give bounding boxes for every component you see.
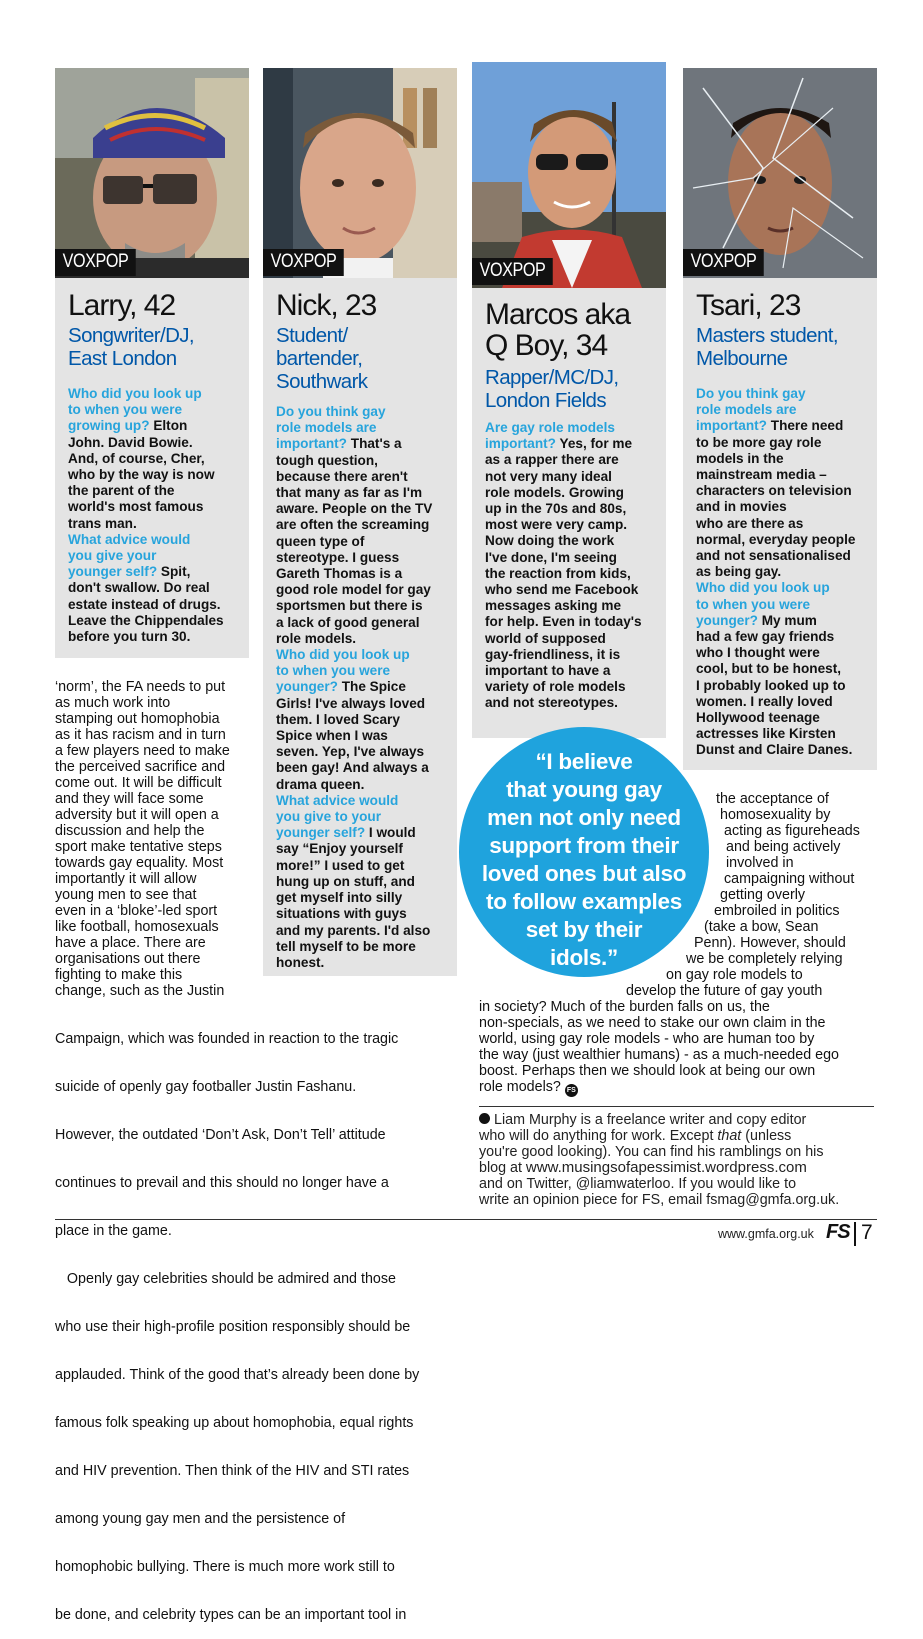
- question: to when you were: [68, 402, 183, 418]
- pull-quote: “I believe that young gay men not only need support from their loved ones but also to follow examples set by their idols.”: [481, 749, 687, 970]
- profile-name: Tsari, 23: [696, 289, 801, 322]
- photo-larry: [55, 68, 249, 278]
- profile-name: Larry, 42: [68, 289, 176, 322]
- author-bio: Liam Murphy is a freelance writer and copy editor who will do anything for work. Except that (unless you're good looking). You can find his ramblings on his blog at www.musingsofapessimist.wordpress.com and on Twitter, @liamwaterloo. If you would like to write an opinion piece for FS, email fsmag@gmfa.org.uk.: [479, 1112, 840, 1208]
- question: important?: [696, 418, 767, 434]
- footer-divider: [55, 1219, 877, 1220]
- fs-end-icon: FS: [565, 1084, 578, 1097]
- question: to when you were: [696, 596, 811, 612]
- question: Are gay role models: [485, 420, 615, 435]
- profile-card-tsari: [683, 68, 877, 770]
- article-right-full: in society? Much of the burden falls on us, the non-specials, as we need to stake our own claim in the world, using gay role models - who are human too by the way (just wealthier humans) - as a much-needed ego boost. Perhaps then we should look at being our own role models? FS: [479, 999, 839, 1095]
- profile-role: Songwriter/DJ, East London: [68, 324, 195, 370]
- question: younger self?: [276, 825, 366, 841]
- bio-divider: [479, 1106, 874, 1107]
- question: to when you were: [276, 663, 391, 679]
- portrait-larry-icon: [55, 68, 249, 278]
- portrait-marcos-icon: [472, 62, 666, 288]
- voxpop-badge: VOXPOP: [683, 249, 764, 276]
- question: you give to your: [276, 809, 381, 825]
- question: important?: [276, 436, 347, 452]
- question: Do you think gay: [276, 404, 386, 419]
- blog-link[interactable]: www.musingsofapessimist.wordpress.com: [525, 1159, 807, 1176]
- question: Who did you look up: [696, 580, 830, 596]
- article-left-column: ‘norm’, the FA needs to put as much work into stamping out homophobia as it has racism and in turn a few players need to make the perceived sacrifice and come out. It will be difficult and they will face some adversity but it will open a discussion and help the sport make tentative steps towards gay equality. Most importantly it will allow young men to see that even in a ‘bloke’-led sport like football, homosexuals have a place. There are organisations out there fighting to make this change, such as the Justin: [55, 679, 230, 999]
- question: role models are: [276, 420, 377, 436]
- profile-qa: Who did you look up to when you were growing up? Elton John. David Bowie. And, of course, Cher, who by the way is now the parent of the world's most famous trans man. What advice would you give your younger self? Spit, don't swallow. Do real estate instead of drugs. Leave the Chippendales before you turn 30.: [68, 386, 248, 645]
- photo-tsari: [683, 68, 877, 278]
- article-right-wrap: the acceptance of homosexuality by acting as figureheads and being actively involved in campaigning without getting overly embroiled in politics (take a bow, Sean Penn). However, should we be completely relying on gay role models to develop the future of gay youth: [626, 791, 860, 999]
- question: Who did you look up: [276, 647, 410, 663]
- question: you give your: [68, 548, 157, 564]
- portrait-nick-icon: [263, 68, 457, 278]
- bullet-icon: [479, 1113, 490, 1124]
- voxpop-badge: VOXPOP: [263, 249, 344, 276]
- profile-name: Marcos aka Q Boy, 34: [485, 298, 631, 362]
- profile-role: Student/ bartender, Southwark: [276, 324, 368, 393]
- question: What advice would: [276, 792, 399, 808]
- profile-qa: Do you think gay role models are important? There need to be more gay role models in the mainstream media – characters on television and in movies who are there as normal, everyday people and not sensationalised as being gay. Who did you look up to when you were younger? My mum had a few gay friends who I thought were cool, but to be honest, I probably looked up to women. I really loved Hollywood teenage actresses like Kirsten Dunst and Claire Danes.: [696, 386, 876, 759]
- fs-logo: FS: [826, 1221, 850, 1243]
- question: role models are: [696, 402, 797, 418]
- profile-name: Nick, 23: [276, 289, 377, 322]
- voxpop-badge: VOXPOP: [472, 258, 553, 285]
- photo-marcos: [472, 62, 666, 288]
- profile-qa: Are gay role models important? Yes, for me as a rapper there are not very many ideal role models. Growing up in the 70s and 80s, most were very camp. Now doing the work I've done, I'm seeing the reaction from kids, who send me Facebook messages asking me for help. Even in today's world of supposed gay-friendliness, it is important to have a variety of role models and not stereotypes.: [485, 420, 665, 712]
- profile-qa: Do you think gay role models are important? That's a tough question, because there aren't that many as far as I'm aware. People on the TV are often the screaming queen type of stereotype. I guess Gareth Thomas is a good role model for gay sportsmen but there is a lack of good general role models. Who did you look up to when you were younger? The Spice Girls! I've always loved them. I loved Scary Spice when I was seven. Yep, I've always been gay! And always a drama queen. What advice would you give to your younger self? I would say “Enjoy yourself more!” I used to get hung up on stuff, and get myself into silly situations with guys and my parents. I'd also tell myself to be more honest.: [276, 404, 456, 971]
- profile-card-marcos: [472, 62, 666, 738]
- question: younger?: [276, 679, 338, 695]
- footer-url[interactable]: www.gmfa.org.uk: [718, 1227, 814, 1241]
- question: What advice would: [68, 531, 191, 547]
- photo-nick: [263, 68, 457, 278]
- footer-separator: [854, 1222, 856, 1246]
- page-number: 7: [861, 1221, 873, 1244]
- voxpop-badge: VOXPOP: [55, 249, 136, 276]
- question: younger?: [696, 612, 758, 628]
- question: important?: [485, 436, 556, 452]
- profile-role: Masters student, Melbourne: [696, 324, 838, 370]
- question: younger self?: [68, 564, 158, 580]
- profile-role: Rapper/MC/DJ, London Fields: [485, 366, 619, 412]
- question: growing up?: [68, 418, 150, 434]
- portrait-tsari-icon: [683, 68, 877, 278]
- article-left-wide: Campaign, which was founded in reaction to the tragic suicide of openly gay footballer Justin Fashanu. However, the outdated ‘Don’t Ask, Don’t Tell’ attitude continues to prevail and this should no longer have a place in the game. Openly gay celebrities should be admired and those who use their high-profile position responsibly should be applauded. Think of the good that’s already been done by famous folk speaking up about homophobia, equal rights and HIV prevention. Then think of the HIV and STI rates among young gay men and the persistence of homophobic bullying. There is much more work still to be done, and celebrity types can be an important tool in: [55, 1031, 420, 1623]
- profile-card-larry: [55, 68, 249, 658]
- question: Do you think gay: [696, 386, 806, 401]
- question: Who did you look up: [68, 386, 202, 401]
